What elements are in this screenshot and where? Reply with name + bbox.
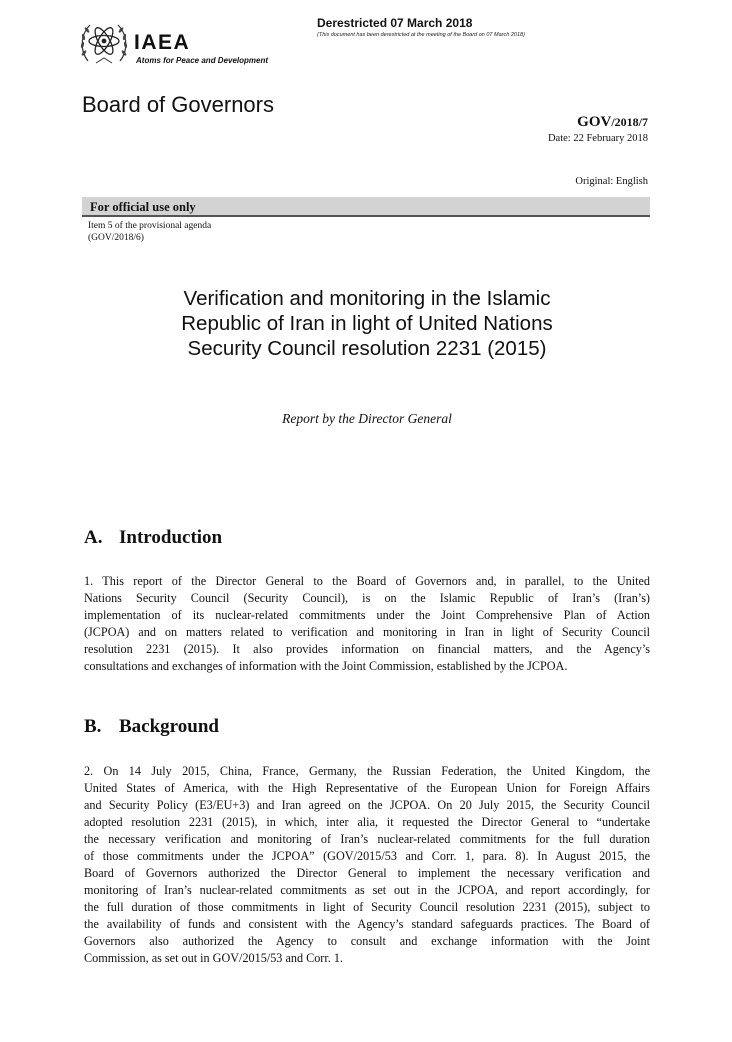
paragraph-line: Governors also authorized the Agency to consult and exchange information with the Joint [84,934,650,948]
document-symbol [577,114,648,131]
section-letter: B. [84,716,102,737]
derestricted-note: (This document has been derestricted at the meeting of the Board on 07 March 2018) [317,32,525,38]
section-heading-introduction [84,527,222,549]
document-date: Date: 22 February 2018 [547,133,648,144]
logo-wordmark: IAEA [134,31,191,54]
paragraph-line: the availability of funds and consistent with the Agency’s standard safeguards practices. The Board of [84,917,650,931]
paragraph-line: implementation of its nuclear-related commitments under the Joint Comprehensive Plan of Action [84,608,650,622]
official-use-label: For official use only [90,200,196,214]
paragraph-line: 1. This report of the Director General to the Board of Governors and, in parallel, to the United [84,574,650,588]
iaea-logo [78,17,288,69]
paragraph-line: United States of America, with the High Representative of the European Union for Foreign Affairs [84,781,650,795]
report-author: Report by the Director General [282,411,452,426]
paragraph-line: consultations and exchanges of information with the Joint Commission, established by the JCPOA. [84,659,568,673]
paragraph-line: resolution 2231 (2015). It also provides information on financial matters, and the Agency’s [84,642,650,656]
document-symbol-main: GOV [577,114,612,130]
section-heading-background [84,716,219,738]
agenda-symbol-line: (GOV/2018/6) [88,233,144,243]
paragraph-line: (JCPOA) and on matters related to verification and monitoring in Iran in light of Security Council [84,625,650,639]
paragraph-line: monitoring of Iran’s nuclear-related commitments as set out in the JCPOA, and report accordingly, for [84,883,650,897]
original-language: Original: English [575,176,648,187]
title-line: Republic of Iran in light of United Nations [181,312,553,335]
paragraph-line: Nations Security Council (Security Council), is on the Islamic Republic of Iran’s (Iran’s) [84,591,650,605]
paragraph-line: adopted resolution 2231 (2015), in which, inter alia, it requested the Director General to “undertake [84,815,650,829]
logo-tagline: Atoms for Peace and Development [136,56,269,65]
paragraph-line: of those commitments under the JCPOA” (GOV/2015/53 and Corr. 1, para. 8). In August 2015, the [84,849,650,863]
agenda-reference [88,220,211,244]
document-title [82,286,652,361]
title-line: Verification and monitoring in the Islamic [183,287,551,310]
paragraph-line: 2. On 14 July 2015, China, France, Germany, the Russian Federation, the United Kingdom, the [84,764,650,778]
atom-laurel-emblem-icon [78,17,130,67]
section-letter: A. [84,527,103,548]
derestricted-notice: Derestricted 07 March 2018 [317,16,473,30]
document-symbol-number: /2018/7 [611,115,648,129]
official-use-banner [82,197,650,217]
paragraph-line: Board of Governors authorized the Director General to implement the necessary verification and [84,866,650,880]
section-title: Introduction [119,527,223,548]
board-heading: Board of Governors [82,92,274,117]
paragraph-1 [84,573,650,675]
paragraph-line: the necessary verification and monitoring of Iran’s nuclear-related commitments for the full duration [84,832,650,846]
title-line: Security Council resolution 2231 (2015) [187,337,547,360]
paragraph-line: the full duration of those commitments in light of Security Council resolution 2231 (2015), subject to [84,900,650,914]
paragraph-2 [84,763,650,967]
paragraph-line: Commission, as set out in GOV/2015/53 and Corr. 1. [84,951,343,965]
section-title: Background [119,716,219,737]
agenda-item-line: Item 5 of the provisional agenda [88,221,212,231]
paragraph-line: and Security Policy (E3/EU+3) and Iran agreed on the JCPOA. On 20 July 2015, the Security Council [84,798,650,812]
